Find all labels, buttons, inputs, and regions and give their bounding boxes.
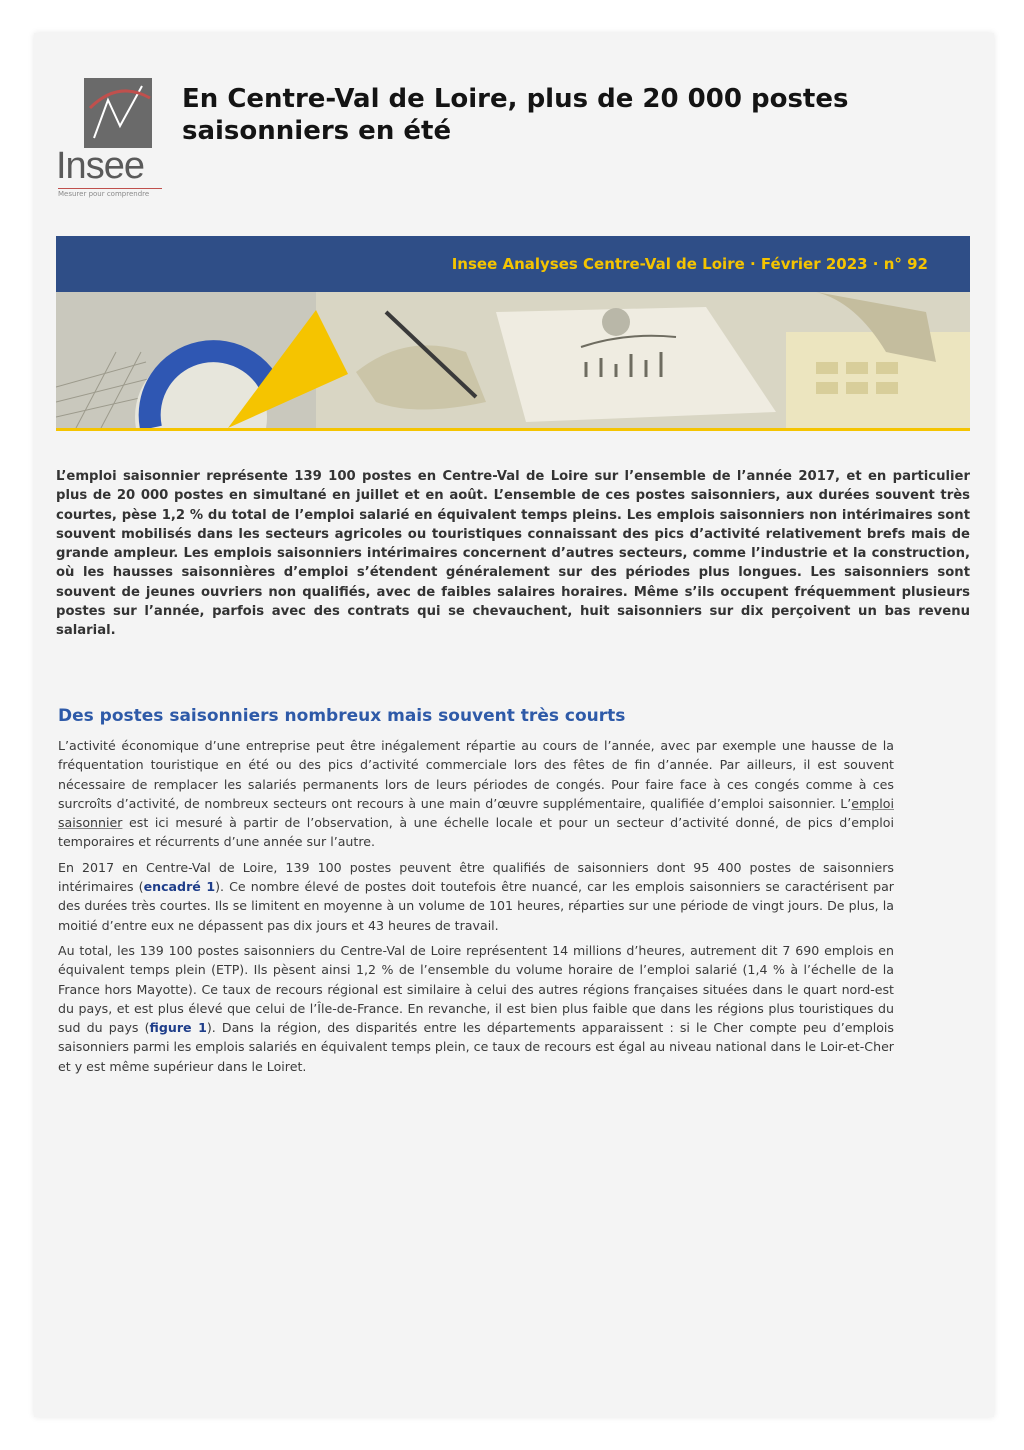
logo-tagline: Mesurer pour comprendre <box>58 188 162 198</box>
body-paragraph-2 <box>58 858 894 935</box>
p1-text-b: est ici mesuré à partir de l’observation, à une échelle locale et pour un secteur d’activité donné, de pics d’emploi temporaires et récurrents d’une année sur l’autre. <box>58 815 894 850</box>
p3-text-a: Au total, les 139 100 postes saisonniers du Centre-Val de Loire représentent 14 millions d’heures, autrement dit 7 690 emplois en équivalent temps plein (ETP). Ils pèsent ainsi 1,2 % de l’ensemble du volume horaire de l’emploi salarié (1,4 % à l’échelle de la France hors Mayotte). Ce taux de recours régional est similaire à celui des autres régions françaises situées dans le quart nord-est du pays, et est plus élevé que celui de l’Île-de-France. En revanche, il est bien plus faible que dans les régions plus touristiques du sud du pays ( <box>58 942 894 1036</box>
p2-text-a: En 2017 en Centre-Val de Loire, 139 100 postes peuvent être qualifiés de saisonniers dont 95 400 postes de saisonniers intérimaires ( <box>58 859 894 895</box>
p2-text-b: ). Ce nombre élevé de postes doit toutefois être nuancé, car les emplois saisonniers se caractérisent par des durées très courtes. Ils se limitent en moyenne à un volume de 101 heures, réparties sur une période de vingt jours. De plus, la moitié d’entre eux ne dépassent pas dix jours et 43 heures de travail. <box>58 879 894 933</box>
section-heading: Des postes saisonniers nombreux mais souvent très courts <box>58 706 626 726</box>
summary-paragraph: L’emploi saisonnier représente 139 100 postes en Centre-Val de Loire sur l’ensemble de l’année 2017, et en particulier plus de 20 000 postes en simultané en juillet et en août. L’ensemble de ces postes saisonniers, aux durées souvent très courtes, pèse 1,2 % du total de l’emploi salarié en équivalent temps pleins. Les emplois saisonniers non intérimaires sont souvent mobilisés dans les secteurs agricoles ou touristiques connaissant des pics d’activité relativement brefs mais de grande ampleur. Les emplois saisonniers intérimaires concernent d’autres secteurs, comme l’industrie et la construction, où les hausses saisonnières d’emploi s’étendent généralement sur des périodes plus longues. Les saisonniers sont souvent de jeunes ouvriers non qualifiés, avec de faibles salaires horaires. Même s’ils occupent fréquemment plusieurs postes sur l’année, parfois avec des contrats qui se chevauchent, huit saisonniers sur dix perçoivent un bas revenu salarial. <box>56 469 970 639</box>
logo-mark <box>84 78 152 148</box>
document-page <box>34 33 994 1417</box>
publication-reference: Insee Analyses Centre-Val de Loire · Février 2023 · n° 92 <box>451 255 928 273</box>
body-paragraph-1 <box>58 736 894 852</box>
body-paragraph-3 <box>58 941 894 1076</box>
insee-logo <box>56 78 160 196</box>
section-body <box>58 736 894 1082</box>
page-title: En Centre-Val de Loire, plus de 20 000 postes saisonniers en été <box>182 84 849 146</box>
figure-1-link[interactable]: figure 1 <box>149 1020 207 1036</box>
hero-illustration <box>56 292 970 431</box>
logo-wordmark: Insee <box>56 145 144 187</box>
publication-banner <box>56 236 970 292</box>
encadre-1-link[interactable]: encadré 1 <box>143 879 216 895</box>
p1-text-a: L’activité économique d’une entreprise peut être inégalement répartie au cours de l’année, avec par exemple une hausse de la fréquentation touristique en été ou des pics d’activité commerciale lors des fêtes de fin d’année. Par ailleurs, il est souvent nécessaire de remplacer les salariés permanents lors de leurs périodes de congés. Pour faire face à ces congés comme à ces surcroîts d’activité, de nombreux secteurs ont recours à une main d’œuvre supplémentaire, qualifiée d’emploi saisonnier. L’ <box>58 738 894 811</box>
emploi-saisonnier-link[interactable]: emploi saisonnier <box>58 795 894 831</box>
p3-text-b: ). Dans la région, des disparités entre les départements apparaissent : si le Cher compte peu d’emplois saisonniers parmi les emplois salariés en équivalent temps plein, ce taux de recours est égal au niveau national dans le Loir-et-Cher et y est même supérieur dans le Loiret. <box>58 1020 894 1074</box>
